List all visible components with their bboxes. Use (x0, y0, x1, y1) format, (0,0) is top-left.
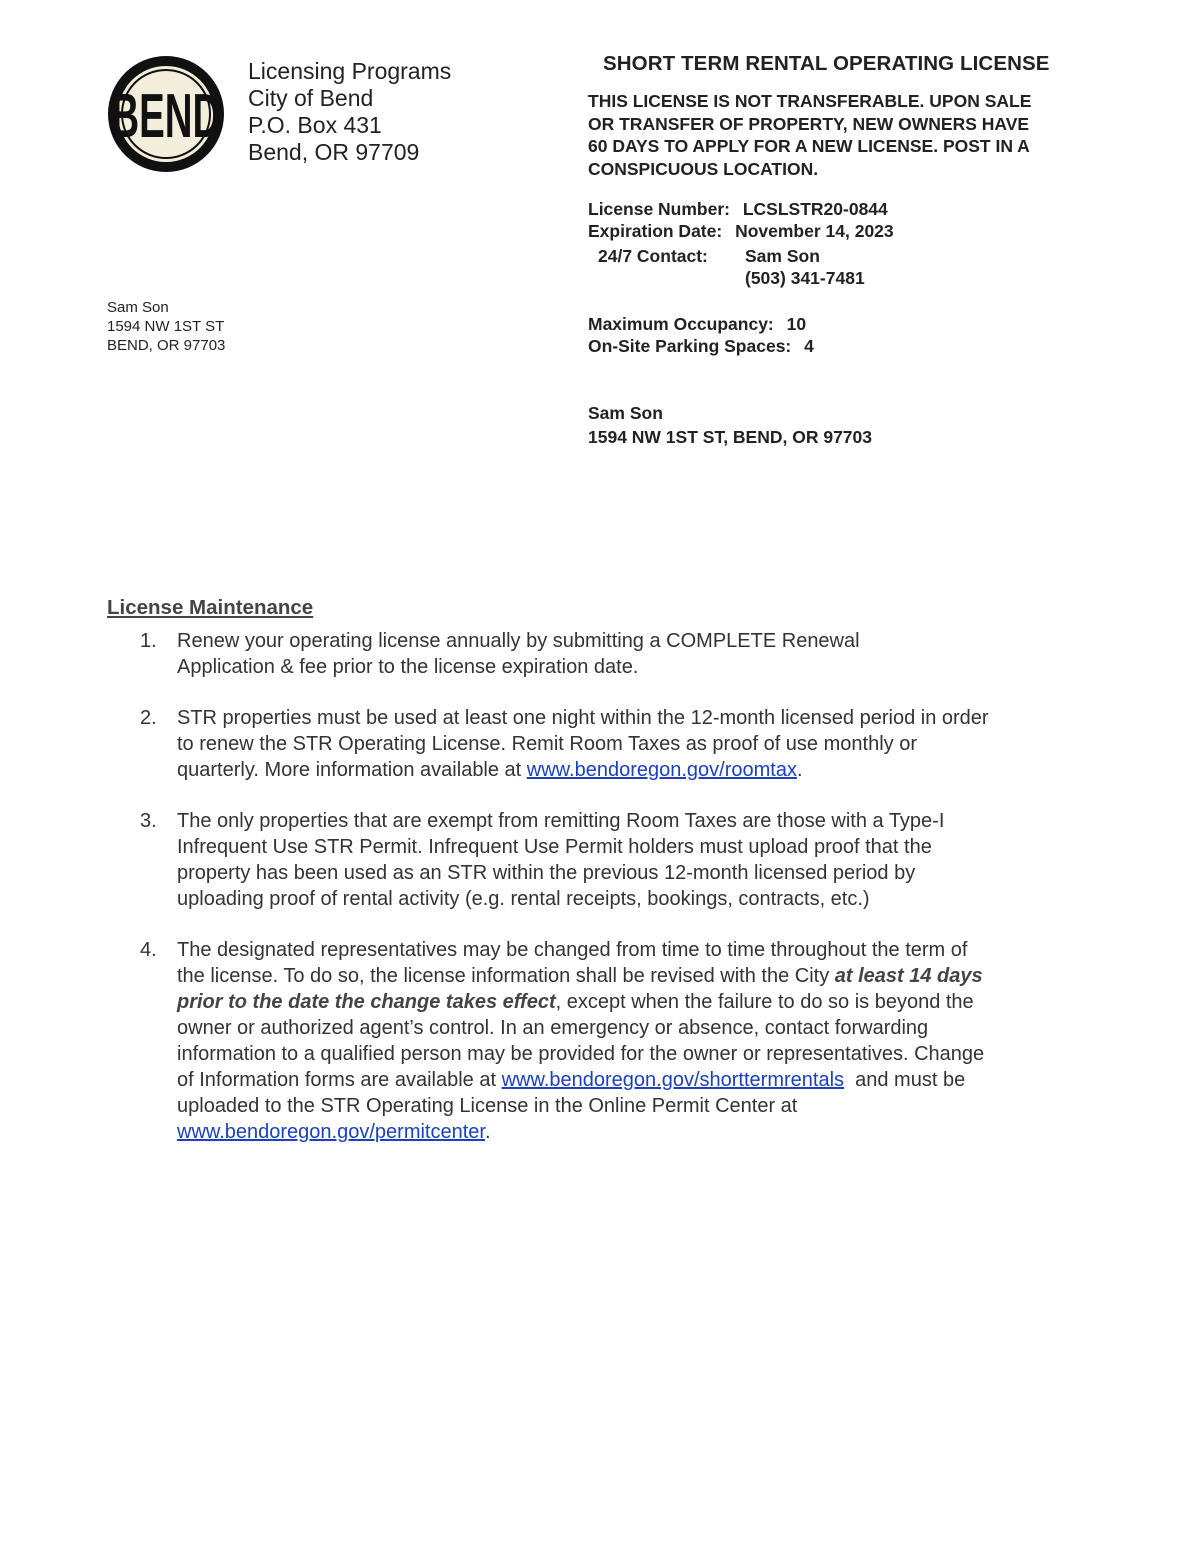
license-title: SHORT TERM RENTAL OPERATING LICENSE (603, 52, 1050, 75)
sender-city-state: Bend, OR 97709 (248, 139, 420, 165)
list-item (140, 705, 1110, 783)
occupancy-value: 10 (786, 314, 807, 334)
item-number: 2. (140, 707, 157, 729)
contact-name: Sam Son (745, 246, 820, 266)
owner-address: 1594 NW 1ST ST, BEND, OR 97703 (588, 427, 872, 447)
item-text: The designated representatives may be changed from time to time throughout the term of (177, 939, 968, 961)
item-text: STR properties must be used at least one night within the 12-month licensed period in order (177, 707, 989, 729)
sender-city: City of Bend (248, 85, 374, 111)
occupancy-row (588, 314, 806, 335)
maintenance-list (140, 628, 1110, 1170)
emphasis-text: prior to the date the change takes effect (177, 991, 556, 1013)
item-text-fragment: . (796, 759, 803, 781)
item-text: Renew your operating license annually by submitting a COMPLETE Renewal (177, 630, 860, 652)
item-text-fragment: , except when the failure to do so is beyond the (555, 991, 974, 1013)
item-text (177, 989, 1110, 1015)
transfer-notice (588, 90, 1103, 180)
contact-label: 24/7 Contact: (598, 246, 708, 266)
parking-label: On-Site Parking Spaces: (588, 336, 792, 356)
item-text: The only properties that are exempt from remitting Room Taxes are those with a Type-I (177, 810, 945, 832)
expiration-row (588, 221, 894, 242)
item-text: information to a qualified person may be provided for the owner or representatives. Change (177, 1043, 985, 1065)
parking-row (588, 336, 814, 357)
item-text-fragment: of Information forms are available at (177, 1069, 502, 1091)
item-text (177, 757, 1110, 783)
bend-logo (105, 53, 227, 175)
recipient-city: BEND, OR 97703 (107, 337, 226, 354)
parking-value: 4 (804, 336, 814, 356)
item-text: uploaded to the STR Operating License in the Online Permit Center at (177, 1095, 798, 1117)
expiration-value: November 14, 2023 (735, 221, 894, 241)
svg-text:BEND: BEND (111, 80, 221, 151)
recipient-name: Sam Son (107, 299, 169, 316)
item-text-fragment: and must be (844, 1069, 966, 1091)
item-number: 1. (140, 630, 157, 652)
notice-line: CONSPICUOUS LOCATION. (588, 158, 819, 179)
license-number-value: LCSLSTR20-0844 (742, 199, 888, 219)
roomtax-link[interactable]: www.bendoregon.gov/roomtax (526, 759, 797, 781)
item-text (177, 963, 1110, 989)
license-number-row (588, 199, 888, 220)
item-number: 3. (140, 810, 157, 832)
item-text (177, 1067, 1110, 1093)
item-text: Infrequent Use STR Permit. Infrequent Use Permit holders must upload proof that the (177, 836, 932, 858)
sender-department: Licensing Programs (248, 58, 452, 84)
item-text: uploading proof of rental activity (e.g. rental receipts, bookings, contracts, etc.) (177, 888, 870, 910)
maintenance-heading: License Maintenance (107, 596, 314, 619)
expiration-label: Expiration Date: (588, 221, 723, 241)
item-text: to renew the STR Operating License. Remit Room Taxes as proof of use monthly or (177, 733, 917, 755)
recipient-address (107, 298, 225, 355)
license-number-label: License Number: (588, 199, 730, 219)
item-text-fragment: the license. To do so, the license information shall be revised with the City (177, 965, 835, 987)
owner-name: Sam Son (588, 403, 663, 423)
list-item (140, 937, 1110, 1145)
item-text: owner or authorized agent’s control. In an emergency or absence, contact forwarding (177, 1017, 929, 1039)
permitcenter-link[interactable]: www.bendoregon.gov/permitcenter (177, 1121, 485, 1143)
list-item (140, 808, 1110, 912)
notice-line: THIS LICENSE IS NOT TRANSFERABLE. UPON SALE (588, 91, 1032, 111)
item-text: property has been used as an STR within the previous 12-month licensed period by (177, 862, 916, 884)
item-text-fragment: . (484, 1121, 491, 1143)
occupancy-label: Maximum Occupancy: (588, 314, 774, 334)
list-item (140, 628, 1110, 680)
item-text: Application & fee prior to the license expiration date. (177, 656, 639, 678)
sender-address (248, 58, 451, 166)
item-text-fragment: quarterly. More information available at (177, 759, 527, 781)
shorttermrentals-link[interactable]: www.bendoregon.gov/shorttermrentals (501, 1069, 845, 1091)
emphasis-text: at least 14 days (834, 965, 983, 987)
notice-line: 60 DAYS TO APPLY FOR A NEW LICENSE. POST IN A (588, 136, 1030, 156)
item-text (177, 1119, 1110, 1145)
notice-line: OR TRANSFER OF PROPERTY, NEW OWNERS HAVE (588, 113, 1030, 134)
contact-phone: (503) 341-7481 (745, 268, 865, 288)
sender-po-box: P.O. Box 431 (248, 112, 382, 138)
recipient-street: 1594 NW 1ST ST (107, 318, 225, 335)
item-number: 4. (140, 939, 157, 961)
